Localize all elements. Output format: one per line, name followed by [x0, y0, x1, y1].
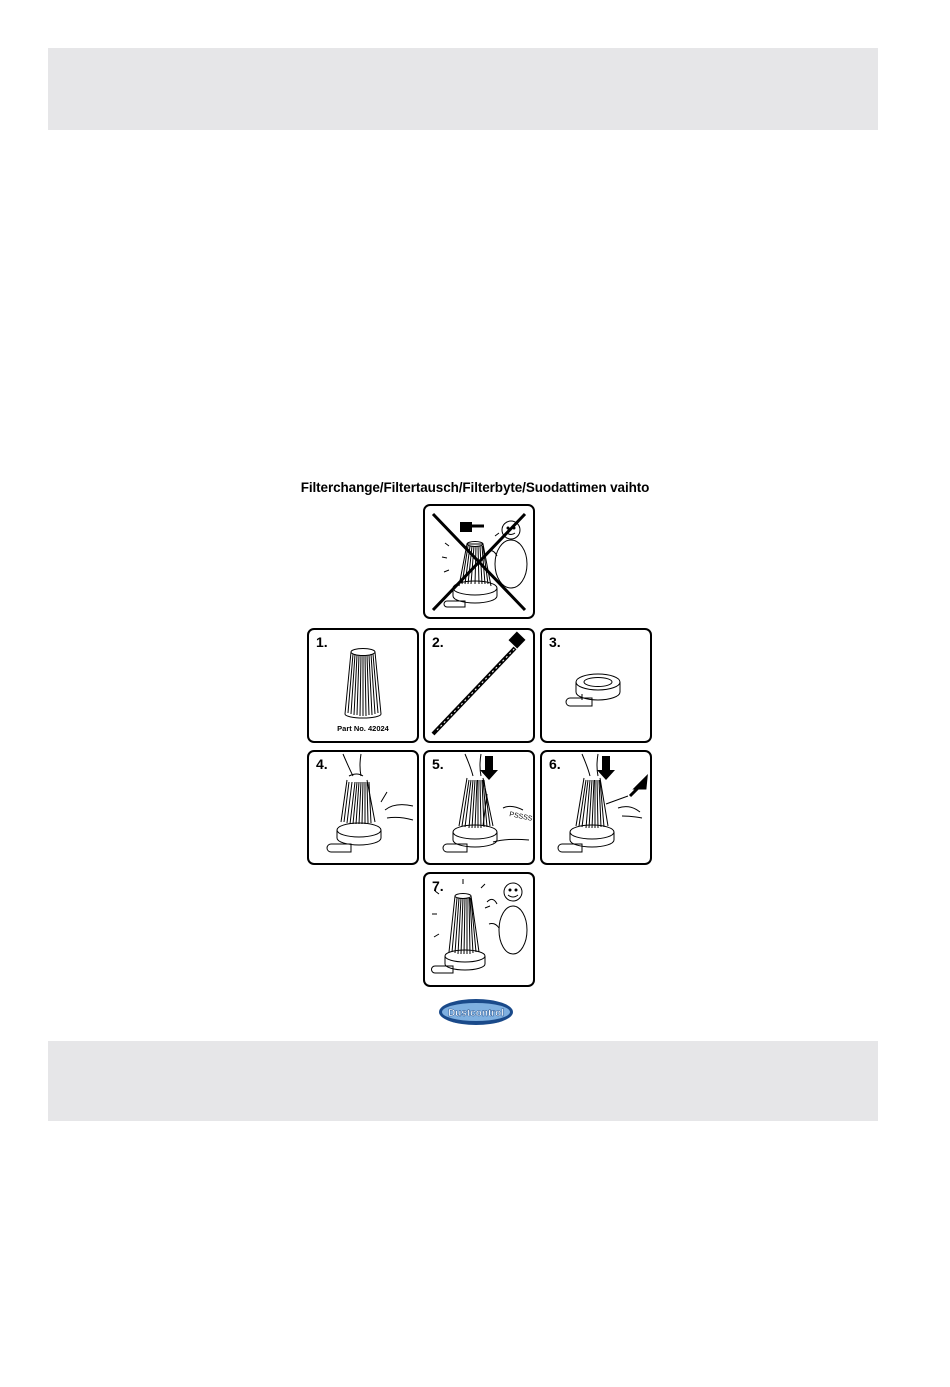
- step-3-panel: [540, 628, 652, 743]
- step-4-panel: [307, 750, 419, 865]
- logo-text: Dustcontrol: [447, 1008, 505, 1019]
- part-number: Part No. 42024: [337, 724, 389, 733]
- page-title: Filterchange/Filtertausch/Filterbyte/Suodattimen vaihto: [300, 480, 650, 495]
- step-number: 4.: [316, 756, 328, 772]
- step-number: 2.: [432, 634, 444, 650]
- step-5-panel: [423, 750, 535, 865]
- step-2-panel: [423, 628, 535, 743]
- header-band: [48, 48, 878, 130]
- dustcontrol-logo: [438, 997, 514, 1027]
- step-number: 3.: [549, 634, 561, 650]
- footer-band: [48, 1041, 878, 1121]
- logo-mark: [438, 997, 514, 1027]
- step-number: 5.: [432, 756, 444, 772]
- do-not-knock-filter-illustration: [425, 506, 533, 617]
- step-number: 7.: [432, 878, 444, 894]
- step-7-panel: [423, 872, 535, 987]
- step-1-panel: [307, 628, 419, 743]
- step-number: 1.: [316, 634, 328, 650]
- step-6-panel: [540, 750, 652, 865]
- psss-sound-label: PSSSS: [508, 811, 533, 823]
- warning-panel: [423, 504, 535, 619]
- step-number: 6.: [549, 756, 561, 772]
